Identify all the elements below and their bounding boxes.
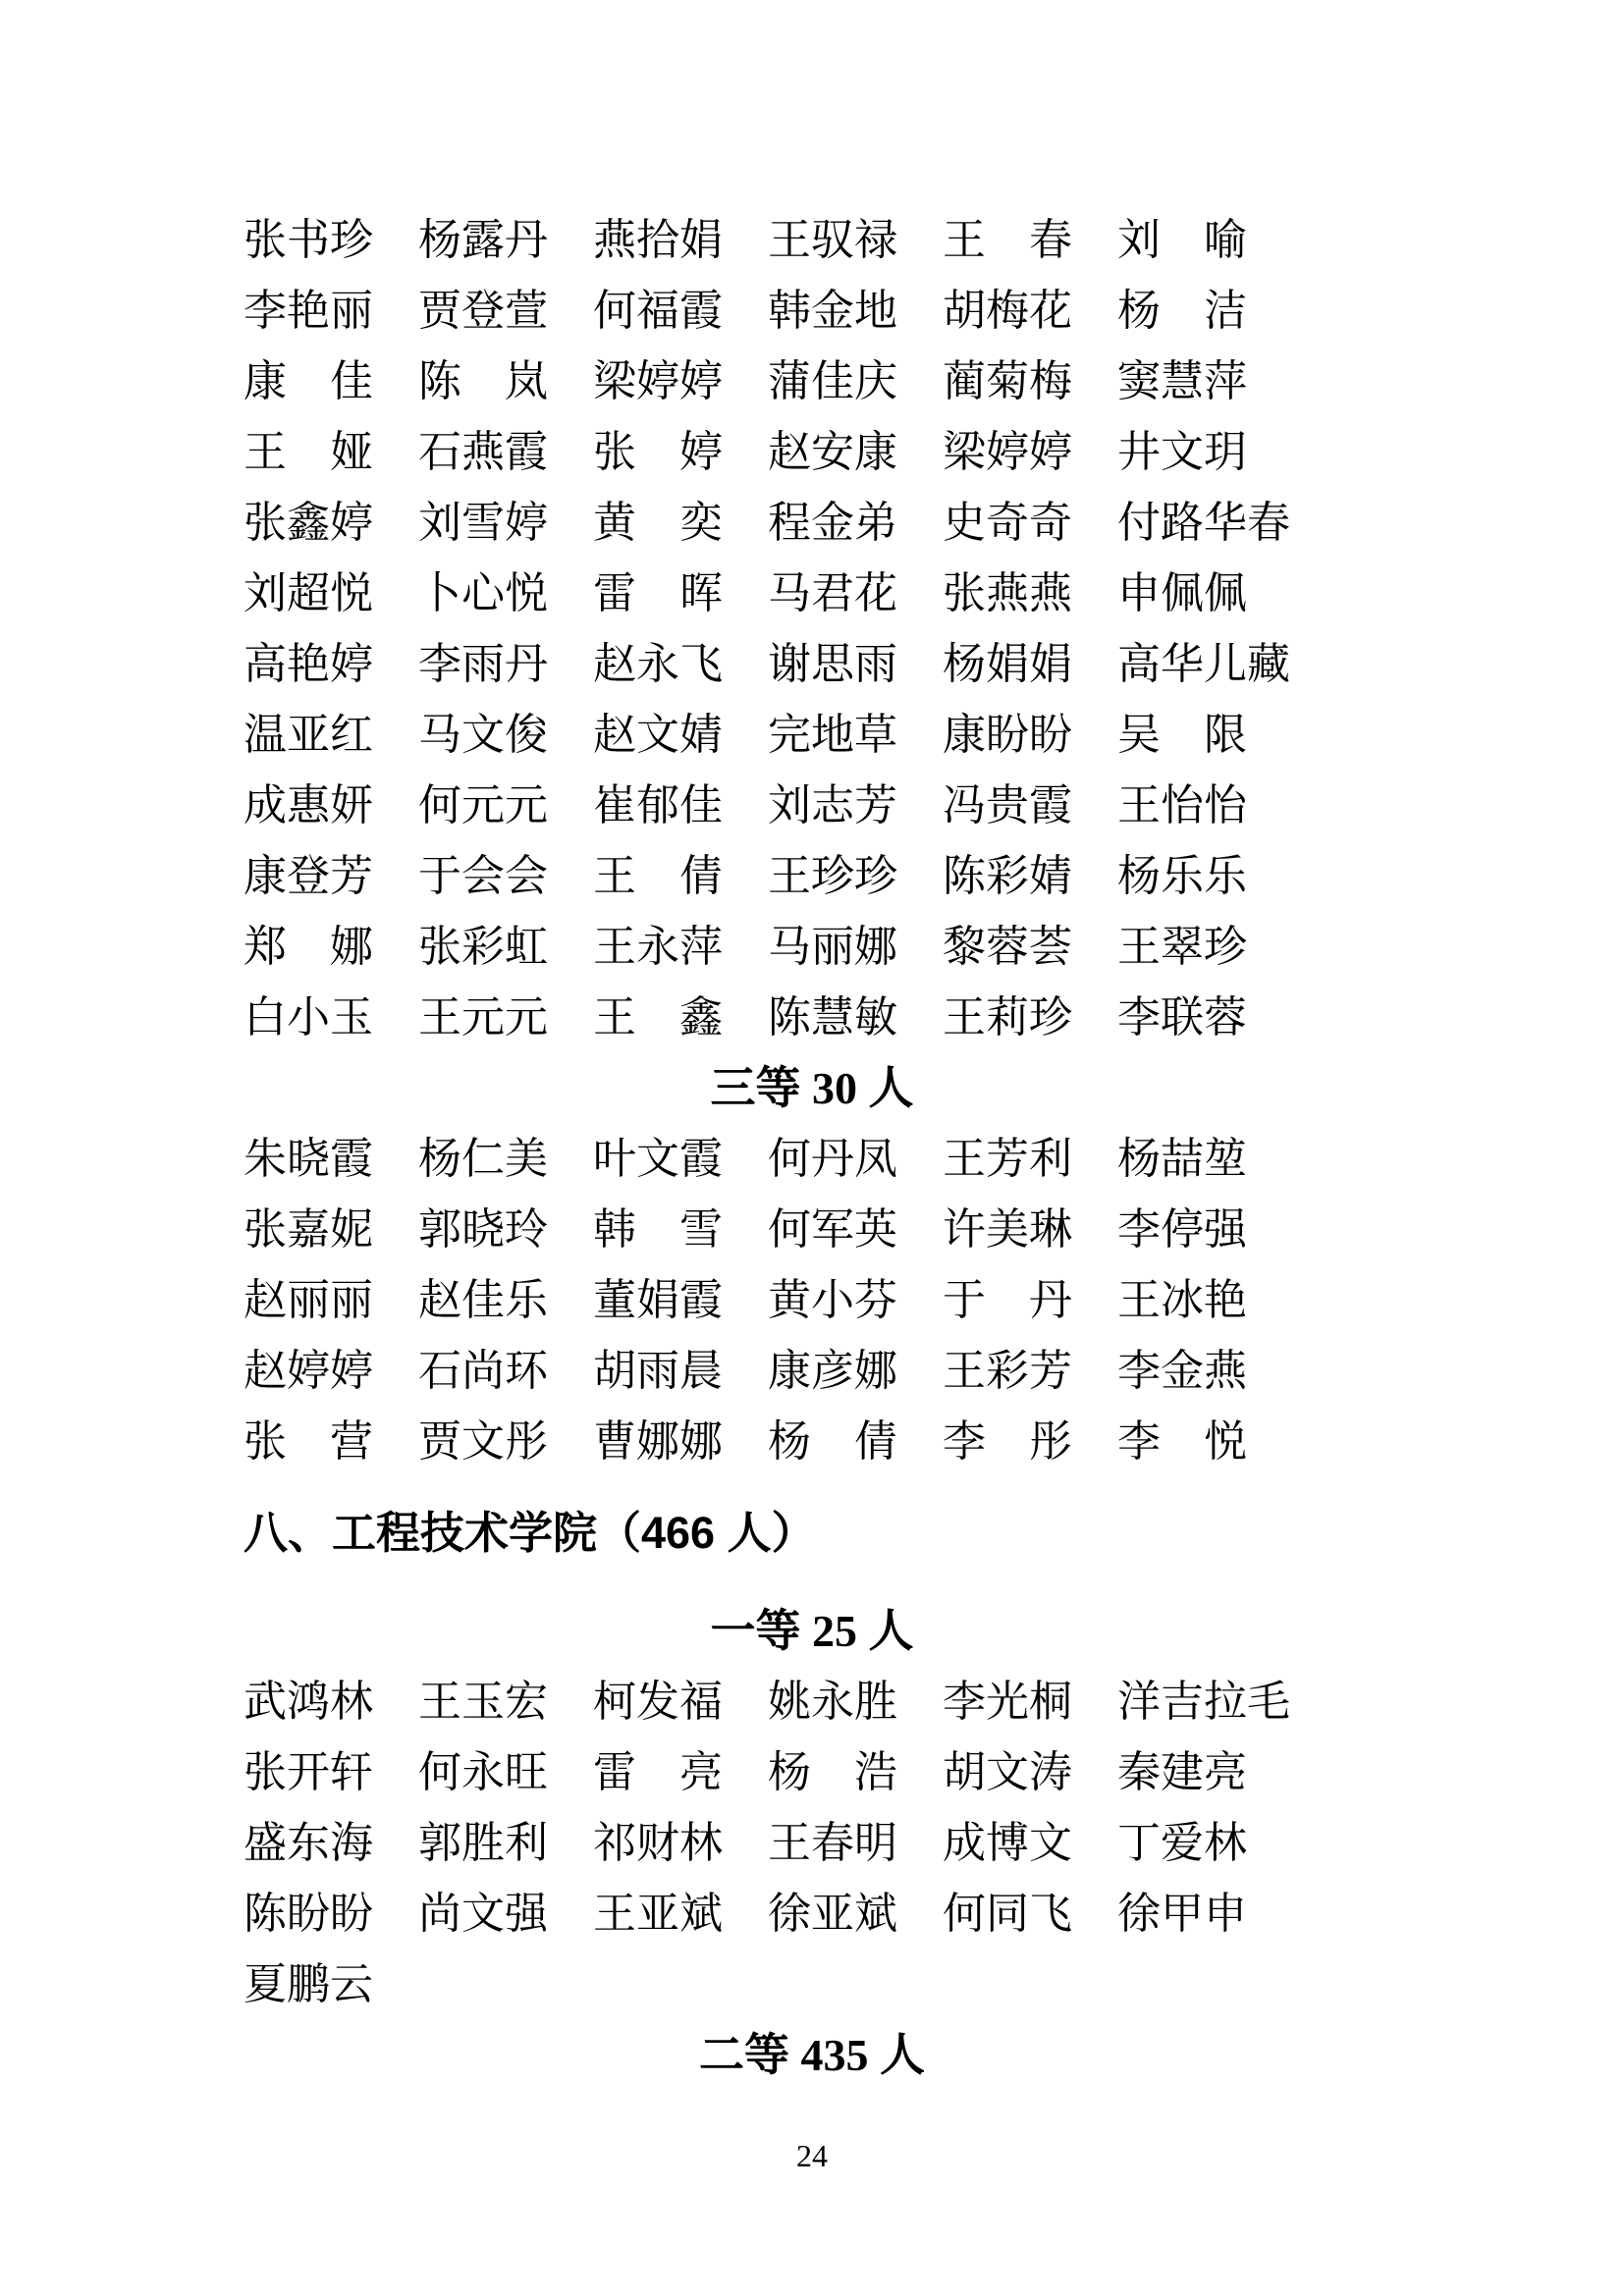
person-name: 贾登萱: [418, 287, 548, 335]
person-name: 康 佳: [244, 357, 373, 405]
person-name: 何元元: [418, 781, 548, 829]
person-name: 李金燕: [1117, 1347, 1247, 1395]
person-name: 郭晓玲: [418, 1205, 548, 1254]
person-name: 雷 亮: [593, 1748, 723, 1796]
person-name: 王永萍: [593, 923, 723, 971]
person-name: 秦建亮: [1117, 1748, 1247, 1796]
person-name: 叶文霞: [593, 1135, 723, 1183]
name-row: [0, 1949, 1624, 2020]
person-name: 刘 喻: [1117, 216, 1247, 264]
person-name: 程金弟: [768, 499, 897, 547]
name-row: [0, 1265, 1624, 1336]
name-row: [0, 488, 1624, 559]
name-row: [0, 1336, 1624, 1407]
person-name: 康彦娜: [768, 1347, 897, 1395]
person-name: 刘志芳: [768, 781, 897, 829]
person-name: 高艳婷: [244, 640, 373, 688]
person-name: 王芳利: [943, 1135, 1072, 1183]
heading-college-section: 八、工程技术学院（466 人）: [244, 1508, 816, 1558]
person-name: 王彩芳: [943, 1347, 1072, 1395]
person-name: 陈慧敏: [768, 993, 897, 1041]
person-name: 于会会: [418, 852, 548, 900]
person-name: 韩 雪: [593, 1205, 723, 1254]
person-name: 赵文婧: [593, 711, 723, 759]
person-name: 杨娟娟: [943, 640, 1072, 688]
person-name: 杨仁美: [418, 1135, 548, 1183]
person-name: 黄 奕: [593, 499, 723, 547]
person-name: 马文俊: [418, 711, 548, 759]
person-name: 李雨丹: [418, 640, 548, 688]
person-name: 王怡怡: [1117, 781, 1247, 829]
person-name: 郭胜利: [418, 1819, 548, 1867]
person-name: 王莉珍: [943, 993, 1072, 1041]
person-name: 马丽娜: [768, 923, 897, 971]
person-name: 王 春: [943, 216, 1072, 264]
person-name: 张鑫婷: [244, 499, 373, 547]
person-name: 柯发福: [593, 1678, 723, 1726]
heading-third-class: 三等 30 人: [710, 1063, 914, 1113]
name-row: [0, 629, 1624, 700]
person-name: 陈盼盼: [244, 1890, 373, 1938]
person-name: 王 鑫: [593, 993, 723, 1041]
person-name: 贾文彤: [418, 1417, 548, 1466]
person-name: 韩金地: [768, 287, 897, 335]
person-name: 张嘉妮: [244, 1205, 373, 1254]
name-row: [0, 1124, 1624, 1195]
person-name: 洋吉拉毛: [1117, 1678, 1290, 1726]
person-name: 燕拾娟: [593, 216, 723, 264]
person-name: 赵安康: [768, 428, 897, 476]
person-name: 窦慧萍: [1117, 357, 1247, 405]
person-name: 白小玉: [244, 993, 373, 1041]
person-name: 石燕霞: [418, 428, 548, 476]
person-name: 郑 娜: [244, 923, 373, 971]
person-name: 李艳丽: [244, 287, 373, 335]
person-name: 完地草: [768, 711, 897, 759]
person-name: 曹娜娜: [593, 1417, 723, 1466]
name-row: [0, 841, 1624, 912]
person-name: 王 倩: [593, 852, 723, 900]
person-name: 胡文涛: [943, 1748, 1072, 1796]
person-name: 赵佳乐: [418, 1276, 548, 1324]
person-name: 胡雨晨: [593, 1347, 723, 1395]
person-name: 徐亚斌: [768, 1890, 897, 1938]
name-row: [0, 771, 1624, 841]
person-name: 何永旺: [418, 1748, 548, 1796]
person-name: 张开轩: [244, 1748, 373, 1796]
name-row: [0, 1407, 1624, 1477]
name-row: [0, 559, 1624, 629]
person-name: 何同飞: [943, 1890, 1072, 1938]
heading-first-class: 一等 25 人: [710, 1606, 914, 1656]
person-name: 祁财林: [593, 1819, 723, 1867]
person-name: 胡梅花: [943, 287, 1072, 335]
person-name: 张 营: [244, 1417, 373, 1466]
person-name: 杨露丹: [418, 216, 548, 264]
person-name: 谢思雨: [768, 640, 897, 688]
person-name: 申佩佩: [1117, 569, 1247, 617]
person-name: 徐甲申: [1117, 1890, 1247, 1938]
person-name: 黄小芬: [768, 1276, 897, 1324]
person-name: 杨 洁: [1117, 287, 1247, 335]
person-name: 李联蓉: [1117, 993, 1247, 1041]
person-name: 康盼盼: [943, 711, 1072, 759]
names-block-second-class-tail: [0, 205, 1624, 1053]
person-name: 李停强: [1117, 1205, 1247, 1254]
person-name: 张书珍: [244, 216, 373, 264]
page-number: 24: [796, 2138, 828, 2173]
person-name: 蒲佳庆: [768, 357, 897, 405]
person-name: 盛东海: [244, 1819, 373, 1867]
name-row: [0, 1879, 1624, 1949]
person-name: 王冰艳: [1117, 1276, 1247, 1324]
person-name: 李 悦: [1117, 1417, 1247, 1466]
name-row: [0, 912, 1624, 983]
person-name: 王元元: [418, 993, 548, 1041]
name-row: [0, 417, 1624, 488]
person-name: 井文玥: [1117, 428, 1247, 476]
person-name: 梁婷婷: [593, 357, 723, 405]
person-name: 杨喆堃: [1117, 1135, 1247, 1183]
person-name: 于 丹: [943, 1276, 1072, 1324]
name-row: [0, 1195, 1624, 1265]
name-row: [0, 700, 1624, 771]
person-name: 王珍珍: [768, 852, 897, 900]
person-name: 王亚斌: [593, 1890, 723, 1938]
person-name: 陈 岚: [418, 357, 548, 405]
person-name: 吴 限: [1117, 711, 1247, 759]
person-name: 何丹凤: [768, 1135, 897, 1183]
person-name: 王玉宏: [418, 1678, 548, 1726]
person-name: 赵婷婷: [244, 1347, 373, 1395]
person-name: 陈彩婧: [943, 852, 1072, 900]
person-name: 王 娅: [244, 428, 373, 476]
person-name: 赵丽丽: [244, 1276, 373, 1324]
person-name: 高华儿藏: [1117, 640, 1290, 688]
person-name: 王翠珍: [1117, 923, 1247, 971]
heading-second-class: 二等 435 人: [699, 2030, 925, 2080]
names-block-first-class: [0, 1667, 1624, 2020]
person-name: 崔郁佳: [593, 781, 723, 829]
person-name: 朱晓霞: [244, 1135, 373, 1183]
person-name: 成惠妍: [244, 781, 373, 829]
person-name: 马君花: [768, 569, 897, 617]
person-name: 杨乐乐: [1117, 852, 1247, 900]
person-name: 成博文: [943, 1819, 1072, 1867]
person-name: 张彩虹: [418, 923, 548, 971]
person-name: 许美琳: [943, 1205, 1072, 1254]
person-name: 温亚红: [244, 711, 373, 759]
person-name: 姚永胜: [768, 1678, 897, 1726]
name-row: [0, 276, 1624, 347]
person-name: 张燕燕: [943, 569, 1072, 617]
person-name: 冯贵霞: [943, 781, 1072, 829]
person-name: 康登芳: [244, 852, 373, 900]
name-row: [0, 983, 1624, 1053]
person-name: 杨 倩: [768, 1417, 897, 1466]
person-name: 刘雪婷: [418, 499, 548, 547]
person-name: 史奇奇: [943, 499, 1072, 547]
person-name: 武鸿林: [244, 1678, 373, 1726]
names-block-third-class: [0, 1124, 1624, 1477]
person-name: 李光桐: [943, 1678, 1072, 1726]
person-name: 董娟霞: [593, 1276, 723, 1324]
person-name: 雷 晖: [593, 569, 723, 617]
person-name: 卜心悦: [418, 569, 548, 617]
person-name: 何福霞: [593, 287, 723, 335]
person-name: 李 彤: [943, 1417, 1072, 1466]
person-name: 赵永飞: [593, 640, 723, 688]
person-name: 刘超悦: [244, 569, 373, 617]
person-name: 尚文强: [418, 1890, 548, 1938]
person-name: 石尚环: [418, 1347, 548, 1395]
name-row: [0, 1737, 1624, 1808]
person-name: 丁爱林: [1117, 1819, 1247, 1867]
name-row: [0, 347, 1624, 417]
name-row: [0, 1808, 1624, 1879]
person-name: 黎蓉荟: [943, 923, 1072, 971]
person-name: 王驭禄: [768, 216, 897, 264]
person-name: 蔺菊梅: [943, 357, 1072, 405]
person-name: 夏鹏云: [244, 1960, 373, 2008]
person-name: 王春明: [768, 1819, 897, 1867]
name-row: [0, 1667, 1624, 1737]
person-name: 张 婷: [593, 428, 723, 476]
person-name: 付路华春: [1117, 499, 1290, 547]
person-name: 杨 浩: [768, 1748, 897, 1796]
name-row: [0, 205, 1624, 276]
person-name: 何军英: [768, 1205, 897, 1254]
person-name: 梁婷婷: [943, 428, 1072, 476]
